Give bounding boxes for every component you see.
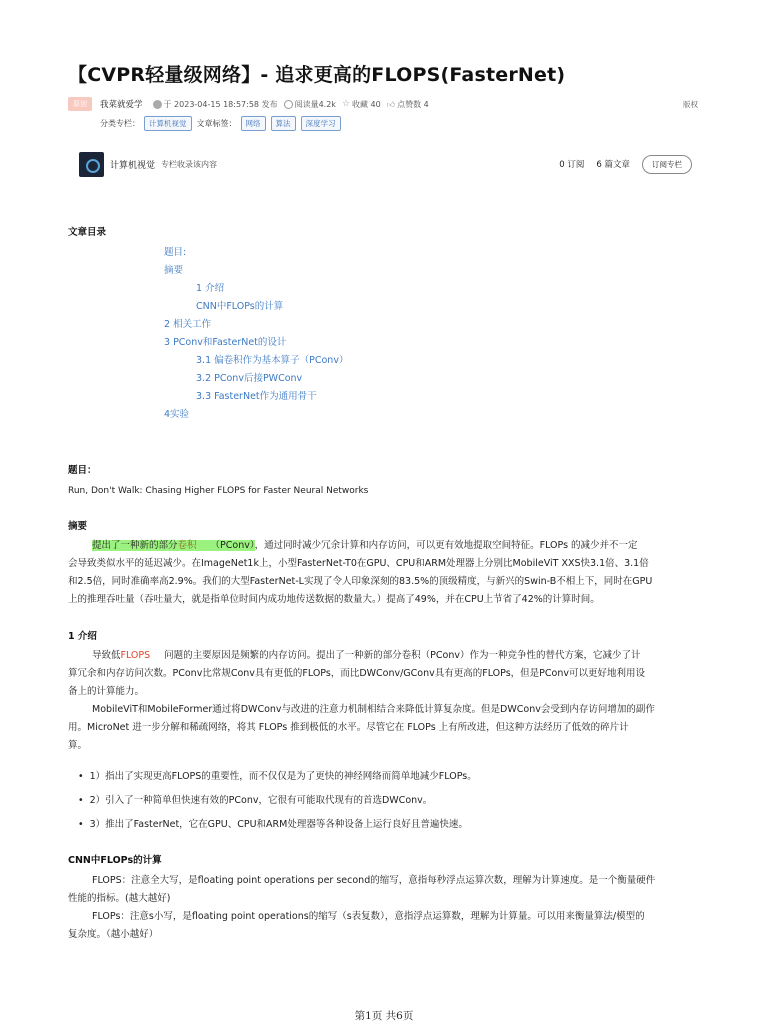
- column-avatar[interactable]: [79, 152, 104, 177]
- flops-paragraph-2: [68, 908, 704, 944]
- author-link[interactable]: 我菜就爱学: [100, 100, 143, 110]
- intro-line: 算。: [68, 740, 88, 751]
- column-card: [79, 151, 692, 177]
- abstract-paragraph: [68, 537, 704, 609]
- flops-paragraph-1: [68, 872, 704, 908]
- toc-item-experiments[interactable]: 4实验: [164, 409, 190, 420]
- abstract-line: 提出了一种新的部分卷积 （PConv），通过同时减少冗余计算和内存访问，可以更有效地提取空间特征。FLOPs 的减少并不一定: [92, 540, 638, 551]
- like-count[interactable]: 👍︎ 点赞数 4: [386, 99, 429, 109]
- flops-line: 复杂度。（越小越好）: [68, 929, 159, 940]
- publish-time: 于 2023-04-15 18:57:58 发布: [153, 99, 278, 110]
- flops-line: FLOPs：注意s小写，是floating point operations的缩写（s表复数），意指浮点运算数，理解为计算量。可以用来衡量算法/模型的: [92, 911, 645, 922]
- tag-algorithm[interactable]: 算法: [271, 116, 296, 131]
- list-item: • 2）引入了一种简单但快速有效的PConv，它很有可能取代现有的首选DWConv。: [78, 792, 432, 806]
- read-count: 阅读量4.2k: [284, 99, 336, 110]
- eye-icon: [284, 100, 293, 109]
- intro-heading: 1 介绍: [68, 631, 97, 642]
- toc-heading: 文章目录: [68, 227, 107, 238]
- toc-item-intro[interactable]: 1 介绍: [196, 283, 225, 294]
- category-label: 分类专栏：: [100, 119, 140, 128]
- original-badge: 原创: [68, 97, 92, 111]
- list-item: • 3）推出了FasterNet，它在GPU、CPU和ARM处理器等各种设备上运行良好且普遍快速。: [78, 816, 468, 830]
- column-stats: [559, 155, 692, 174]
- toc-item-pwconv[interactable]: 3.2 PConv后接PWConv: [196, 373, 303, 384]
- abstract-heading: 摘要: [68, 521, 88, 532]
- flops-line: 性能的指标。(越大越好): [68, 893, 171, 904]
- list-item: • 1）指出了实现更高FLOPS的重要性，而不仅仅是为了更快的神经网络而简单地减少FLOPs。: [78, 768, 477, 782]
- copyright-label: 版权: [683, 99, 698, 109]
- abstract-line: 和2.5倍，同时准确率高2.9%。我们的大型FasterNet-L实现了令人印象深刻的83.5%的顶级精度，与新兴的Swin-B不相上下，同时在GPU: [68, 576, 653, 587]
- column-name[interactable]: 计算机视觉: [110, 160, 156, 171]
- category-tag[interactable]: 计算机视觉: [144, 116, 192, 131]
- toc-item-pconv[interactable]: 3.1 偏卷积作为基本算子（PConv）: [196, 355, 349, 366]
- intro-line: MobileViT和MobileFormer通过将DWConv与改进的注意力机制相结合来降低计算复杂度。但是DWConv会受到内存访问增加的副作: [92, 704, 655, 715]
- tags-row: [100, 116, 346, 131]
- highlight-text: （PConv）: [197, 540, 255, 551]
- tag-network[interactable]: 网络: [241, 116, 266, 131]
- tag-deep-learning[interactable]: 深度学习: [301, 116, 341, 131]
- toc-item-flops[interactable]: CNN中FLOPs的计算: [196, 301, 284, 312]
- thumb-up-icon: 👍︎: [386, 99, 396, 109]
- toc-item-related-work[interactable]: 2 相关工作: [164, 319, 212, 330]
- intro-line: 导致低FLOPS 问题的主要原因是频繁的内存访问。提出了一种新的部分卷积（PConv）作为一种竞争性的替代方案，它减少了计: [92, 650, 641, 661]
- abstract-line: 上的推理吞吐量（吞吐量大，就是指单位时间内成功地传送数据的数量大。）提高了49%，并在CPU上节省了42%的计算时间。: [68, 594, 600, 605]
- intro-paragraph-2: [68, 701, 704, 755]
- abstract-line: 会导致类似水平的延迟减少。在ImageNet1k上，小型FasterNet-T0在GPU、CPU和ARM处理器上分别比MobileViT XXS快3.1倍、3.1倍: [68, 558, 649, 569]
- highlight-text: 卷积: [177, 540, 197, 551]
- intro-line: 备上的计算能力。: [68, 686, 145, 697]
- column-desc: 专栏收录该内容: [161, 159, 218, 169]
- article-count: 6 篇文章: [596, 160, 630, 170]
- favorite-count[interactable]: ☆ 收藏 40: [341, 98, 381, 109]
- star-icon: ☆: [341, 98, 351, 109]
- toc-item-abstract[interactable]: 摘要: [164, 265, 184, 276]
- toc-item-title[interactable]: 题目:: [164, 247, 187, 258]
- subscribe-column-button[interactable]: 订阅专栏: [642, 155, 692, 174]
- clock-icon: [153, 100, 162, 109]
- flops-heading: CNN中FLOPs的计算: [68, 855, 162, 866]
- highlight-text: FLOPS: [120, 650, 151, 661]
- article-tags-label: 文章标签：: [196, 119, 237, 128]
- article-meta: [68, 97, 698, 111]
- toc-item-design[interactable]: 3 PConv和FasterNet的设计: [164, 337, 287, 348]
- flops-line: FLOPS：注意全大写，是floating point operations per second的缩写，意指每秒浮点运算次数，理解为计算速度。是一个衡量硬件: [92, 875, 656, 886]
- intro-paragraph-1: [68, 647, 704, 701]
- page-number: 第1页 共6页: [354, 1010, 414, 1022]
- paper-title: Run, Don't Walk: Chasing Higher FLOPS for Faster Neural Networks: [68, 486, 369, 496]
- highlight-text: 提出了一种新的部分: [92, 540, 178, 551]
- subscriber-count: 0 订阅: [559, 160, 585, 170]
- toc-item-backbone[interactable]: 3.3 FasterNet作为通用骨干: [196, 391, 317, 402]
- intro-line: 算冗余和内存访问次数。PConv比常规Conv具有更低的FLOPs，而比DWConv/GConv具有更高的FLOPs，但是PConv可以更好地利用设: [68, 668, 645, 679]
- title-heading: 题目：: [68, 465, 97, 476]
- article-title: 【CVPR轻量级网络】- 追求更高的FLOPS(FasterNet): [68, 64, 566, 86]
- intro-line: 用。MicroNet 进一步分解和稀疏网络，将其 FLOPs 推到极低的水平。尽管它在 FLOPs 上有所改进，但这种方法经历了低效的碎片计: [68, 722, 629, 733]
